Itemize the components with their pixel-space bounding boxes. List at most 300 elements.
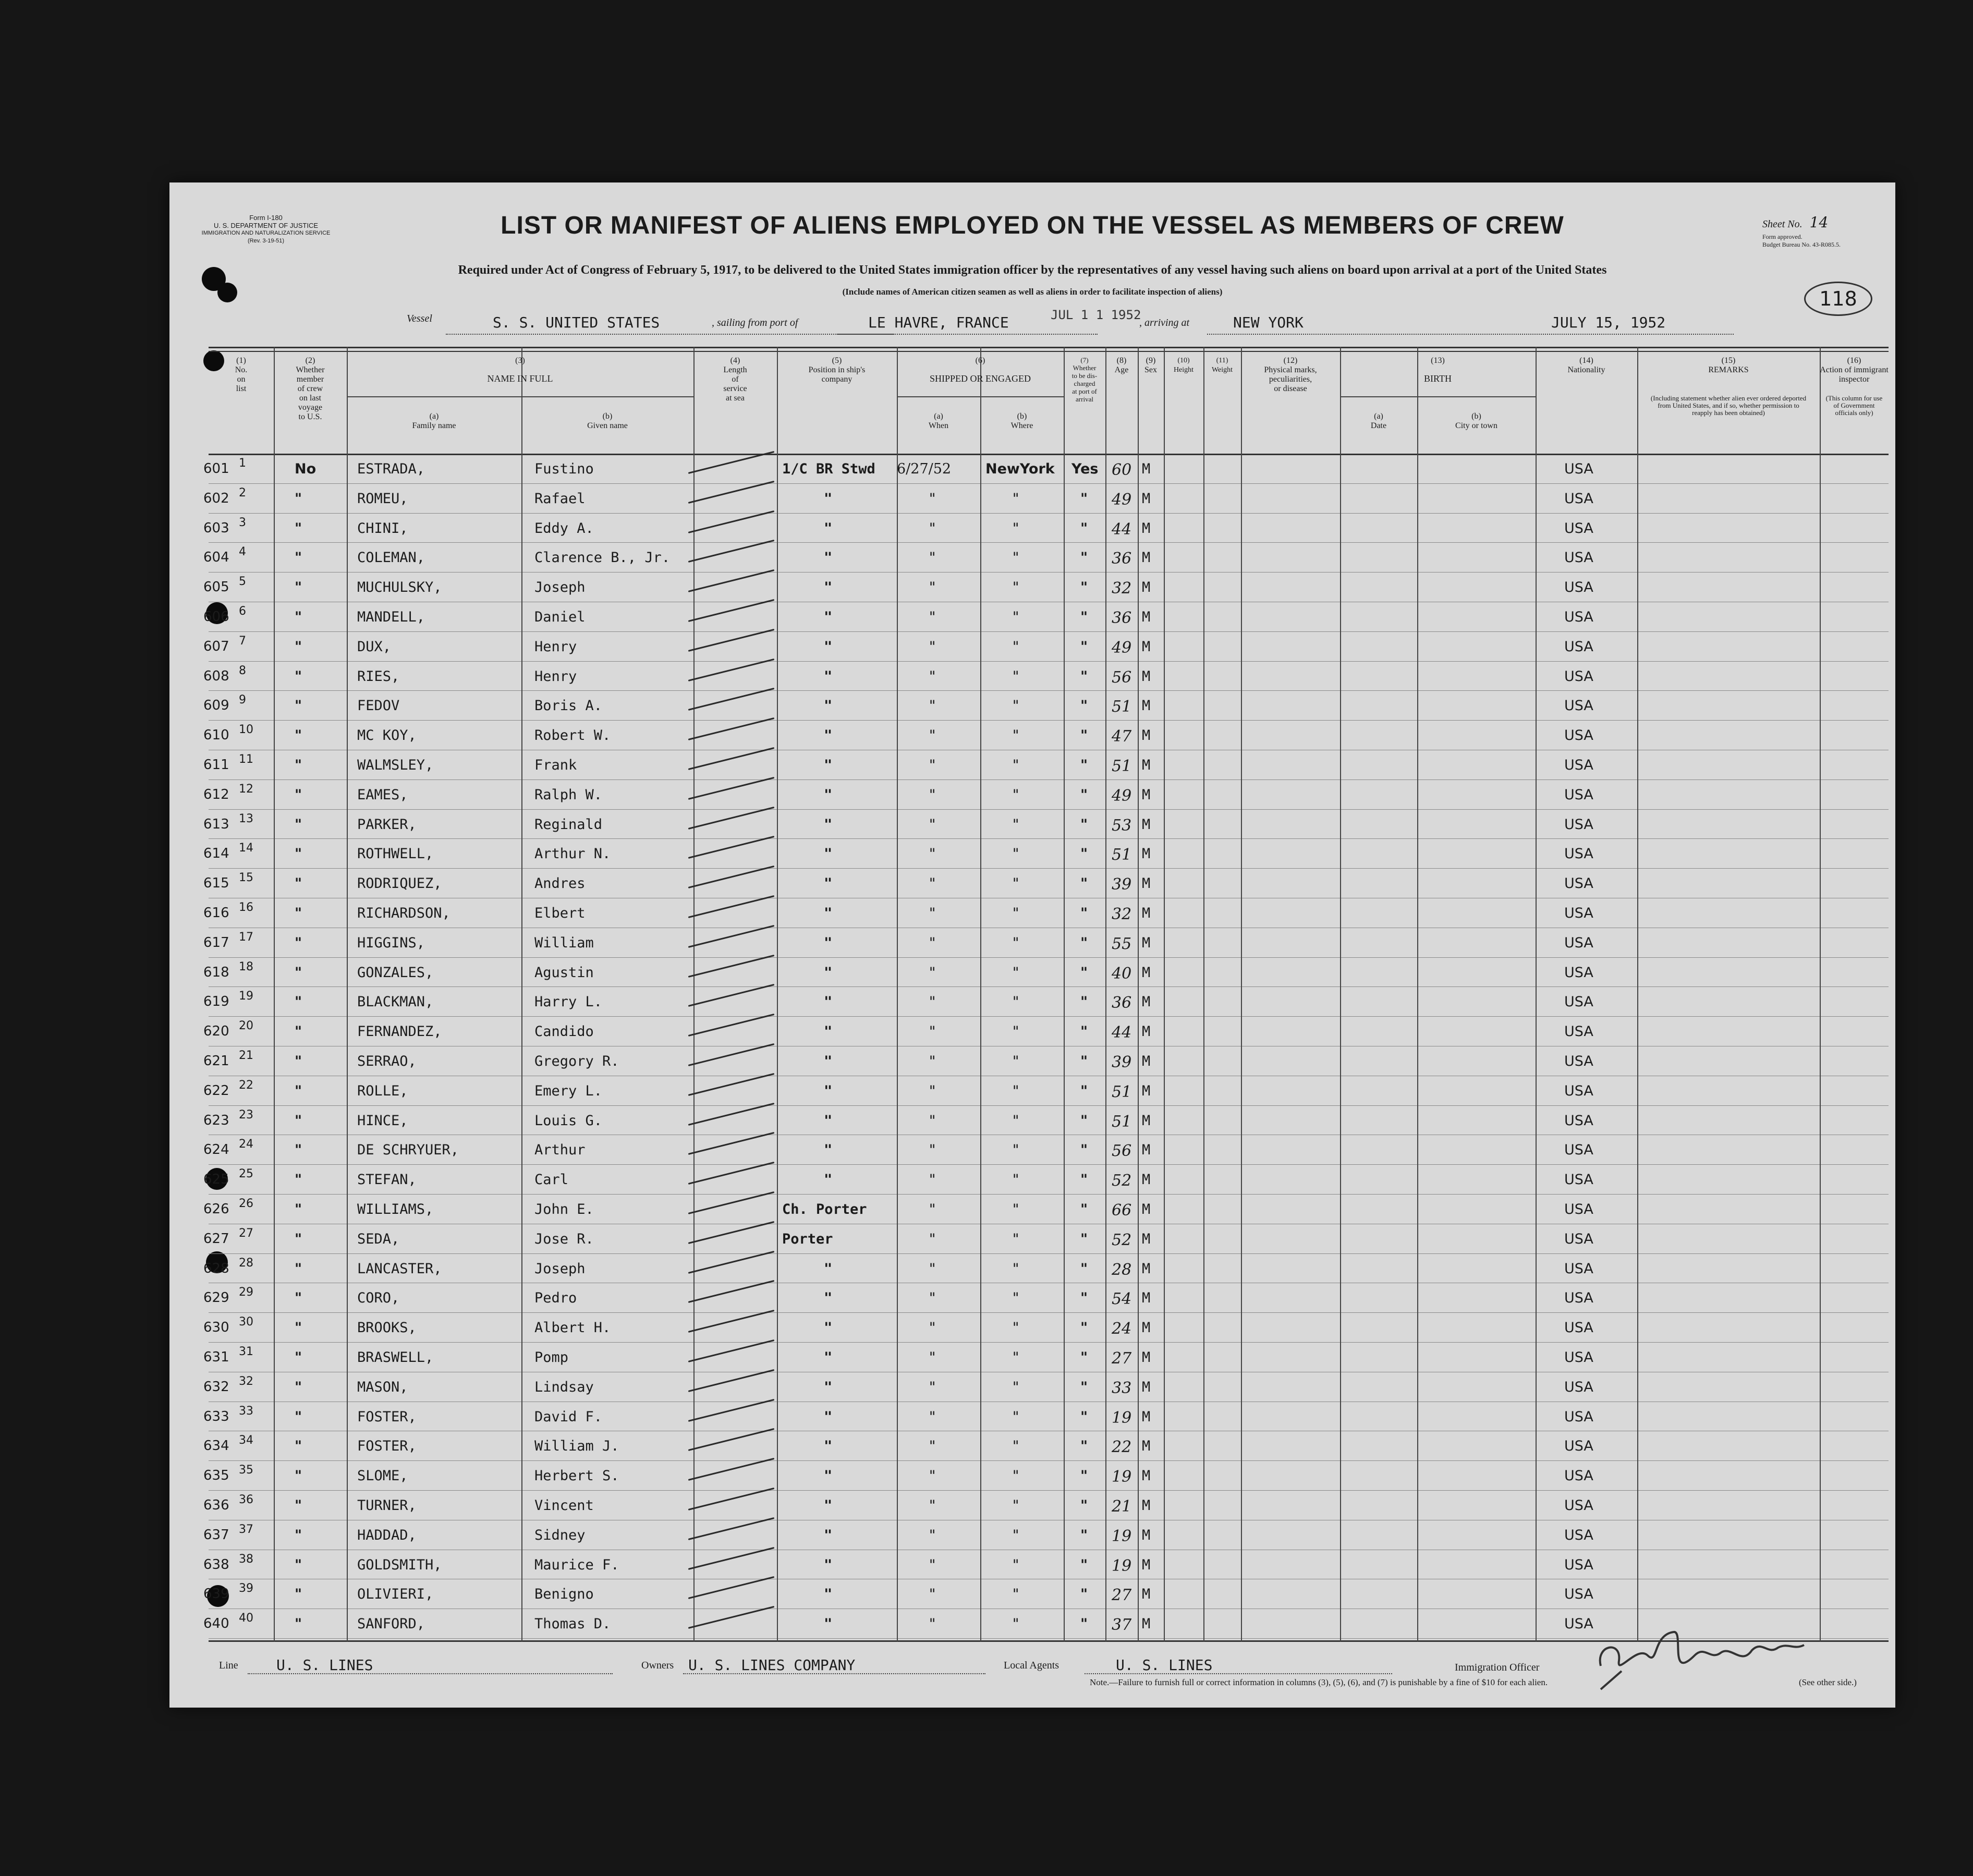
row-given-name: Pedro bbox=[534, 1290, 577, 1307]
col-remarks-header: (15) REMARKS bbox=[1708, 356, 1749, 374]
row-last-voyage: " bbox=[295, 816, 302, 833]
row-number: 15 bbox=[239, 871, 253, 885]
row-last-voyage: " bbox=[295, 786, 302, 803]
row-age: 37 bbox=[1112, 1616, 1132, 1635]
column-rule bbox=[1340, 347, 1341, 1641]
row-shipped-when: " bbox=[928, 550, 937, 566]
checkmark bbox=[688, 1103, 775, 1126]
row-shipped-where: " bbox=[1012, 1053, 1020, 1069]
row-serial: 606 bbox=[203, 609, 229, 625]
checkmark bbox=[688, 895, 775, 918]
row-serial: 630 bbox=[203, 1320, 229, 1336]
row-serial: 601 bbox=[203, 461, 229, 477]
vessel-name: S. S. UNITED STATES bbox=[493, 314, 660, 331]
subnote: (Include names of American citizen seamen as well as aliens in order to facilitate inspection of aliens) bbox=[842, 287, 1223, 297]
row-nationality: USA bbox=[1564, 550, 1593, 566]
checkmark bbox=[688, 510, 775, 533]
column-rule bbox=[1637, 347, 1638, 1641]
port-dotline bbox=[837, 334, 1098, 335]
row-family-name: MASON, bbox=[357, 1379, 408, 1395]
row-position: " bbox=[824, 1349, 833, 1366]
row-nationality: USA bbox=[1564, 1172, 1593, 1188]
checkmark bbox=[688, 1606, 775, 1629]
row-shipped-when: " bbox=[928, 668, 937, 685]
row-position: " bbox=[824, 520, 833, 537]
row-position: " bbox=[824, 934, 833, 951]
row-discharged: " bbox=[1080, 1260, 1088, 1277]
row-number: 33 bbox=[239, 1404, 253, 1418]
page-title: LIST OR MANIFEST OF ALIENS EMPLOYED ON THE VESSEL AS MEMBERS OF CREW bbox=[501, 212, 1564, 239]
arriving-label: , arriving at bbox=[1139, 317, 1190, 328]
row-serial: 614 bbox=[203, 846, 229, 862]
row-family-name: OLIVIERI, bbox=[357, 1586, 434, 1603]
col-last-voyage-header: (2) Whether member of crew on last voyage to U.S. bbox=[296, 356, 325, 421]
row-age: 60 bbox=[1112, 461, 1132, 479]
row-nationality: USA bbox=[1564, 668, 1593, 685]
arrival-dotline bbox=[1207, 334, 1734, 335]
subheader-rule bbox=[347, 396, 693, 397]
row-family-name: SANFORD, bbox=[357, 1616, 425, 1633]
row-nationality: USA bbox=[1564, 934, 1593, 951]
row-nationality: USA bbox=[1564, 638, 1593, 655]
row-position: " bbox=[824, 1379, 833, 1395]
col-nationality-header: (14) Nationality bbox=[1567, 356, 1605, 374]
row-age: 32 bbox=[1112, 579, 1132, 598]
checkmark bbox=[688, 747, 775, 770]
row-given-name: Carl bbox=[534, 1172, 569, 1188]
row-shipped-when: " bbox=[928, 1497, 937, 1514]
row-rule bbox=[209, 720, 1889, 721]
table-top-rule bbox=[209, 351, 1889, 352]
checkmark bbox=[688, 1369, 775, 1392]
row-nationality: USA bbox=[1564, 846, 1593, 862]
row-age: 51 bbox=[1112, 698, 1132, 716]
row-shipped-where: " bbox=[1012, 1408, 1020, 1425]
row-given-name: Arthur N. bbox=[534, 846, 611, 862]
row-shipped-when: " bbox=[928, 638, 937, 655]
row-serial: 615 bbox=[203, 875, 229, 892]
row-rule bbox=[209, 513, 1889, 514]
row-number: 29 bbox=[239, 1286, 253, 1299]
row-shipped-where: " bbox=[1012, 490, 1020, 507]
row-age: 52 bbox=[1112, 1172, 1132, 1190]
row-given-name: Candido bbox=[534, 1024, 594, 1040]
form-number: Form I-180 bbox=[249, 214, 283, 222]
row-sex: M bbox=[1142, 816, 1151, 833]
row-last-voyage: " bbox=[295, 1379, 302, 1395]
row-serial: 625 bbox=[203, 1172, 229, 1188]
row-nationality: USA bbox=[1564, 905, 1593, 921]
see-other-side: (See other side.) bbox=[1799, 1677, 1857, 1687]
col-age-header: (8) Age bbox=[1114, 356, 1129, 374]
row-last-voyage: " bbox=[295, 609, 302, 625]
row-last-voyage: " bbox=[295, 905, 302, 921]
col-height-header: (10) Height bbox=[1173, 357, 1194, 374]
row-shipped-where: " bbox=[1012, 638, 1020, 655]
col-discharged-header: (7) Whether to be dis- charged at port of arrival bbox=[1071, 356, 1098, 403]
row-given-name: Albert H. bbox=[534, 1320, 611, 1336]
officer-signature bbox=[1590, 1624, 1809, 1692]
row-number: 5 bbox=[239, 575, 246, 589]
col-where-header: (b) Where bbox=[1010, 412, 1033, 430]
row-shipped-where: " bbox=[1012, 1586, 1020, 1603]
row-shipped-when: " bbox=[928, 698, 937, 714]
vessel-label: Vessel bbox=[407, 313, 432, 324]
row-shipped-when: " bbox=[928, 1556, 937, 1573]
row-given-name: Rafael bbox=[534, 490, 586, 507]
column-rule bbox=[897, 347, 898, 1641]
row-shipped-when: " bbox=[928, 1586, 937, 1603]
row-given-name: Boris A. bbox=[534, 698, 603, 714]
row-sex: M bbox=[1142, 1616, 1151, 1633]
row-number: 37 bbox=[239, 1522, 253, 1536]
row-number: 3 bbox=[239, 516, 246, 529]
row-shipped-when: " bbox=[928, 609, 937, 625]
form-service: IMMIGRATION AND NATURALIZATION SERVICE bbox=[201, 230, 331, 236]
row-nationality: USA bbox=[1564, 1320, 1593, 1336]
row-discharged: " bbox=[1080, 1379, 1088, 1395]
row-family-name: FOSTER, bbox=[357, 1438, 417, 1455]
row-serial: 640 bbox=[203, 1616, 229, 1632]
row-number: 30 bbox=[239, 1315, 253, 1329]
row-rule bbox=[209, 1490, 1889, 1491]
checkmark bbox=[688, 1221, 775, 1244]
row-position: " bbox=[824, 1320, 833, 1336]
row-last-voyage: " bbox=[295, 1616, 302, 1633]
row-last-voyage: " bbox=[295, 1586, 302, 1603]
col-remarks-note: (Including statement whether alien ever ordered deported from United States, and if so, whether permission to reapply has been obtained) bbox=[1650, 394, 1807, 417]
row-family-name: RODRIQUEZ, bbox=[357, 875, 442, 892]
col-no-on-list-header: (1) No. on list bbox=[235, 356, 248, 393]
row-given-name: Lindsay bbox=[534, 1379, 594, 1395]
row-age: 21 bbox=[1112, 1497, 1132, 1516]
column-rule bbox=[1417, 347, 1418, 1641]
row-last-voyage: " bbox=[295, 668, 302, 685]
row-sex: M bbox=[1142, 994, 1151, 1010]
sailing-label: , sailing from port of bbox=[712, 317, 798, 328]
col-name-number: (3) bbox=[515, 356, 525, 365]
row-last-voyage: " bbox=[295, 490, 302, 507]
row-nationality: USA bbox=[1564, 1142, 1593, 1159]
row-shipped-where: " bbox=[1012, 846, 1020, 862]
row-last-voyage: " bbox=[295, 1172, 302, 1188]
checkmark bbox=[688, 1428, 775, 1451]
checkmark bbox=[688, 1310, 775, 1333]
row-serial: 607 bbox=[203, 638, 229, 654]
row-discharged: " bbox=[1080, 1468, 1088, 1484]
row-serial: 631 bbox=[203, 1349, 229, 1365]
row-serial: 633 bbox=[203, 1408, 229, 1424]
row-rule bbox=[209, 483, 1889, 484]
line-value: U. S. LINES bbox=[276, 1656, 373, 1674]
row-number: 2 bbox=[239, 486, 246, 500]
row-number: 12 bbox=[239, 782, 253, 796]
row-position: " bbox=[824, 875, 833, 892]
row-nationality: USA bbox=[1564, 757, 1593, 773]
row-shipped-where: " bbox=[1012, 727, 1020, 744]
row-discharged: " bbox=[1080, 490, 1088, 507]
row-age: 19 bbox=[1112, 1527, 1132, 1545]
manifest-sheet bbox=[169, 182, 1895, 1708]
row-shipped-when: " bbox=[928, 994, 937, 1010]
row-sex: M bbox=[1142, 1408, 1151, 1425]
checkmark bbox=[688, 777, 775, 800]
row-nationality: USA bbox=[1564, 1379, 1593, 1395]
row-shipped-when: " bbox=[928, 1112, 937, 1129]
row-given-name: Pomp bbox=[534, 1349, 569, 1366]
agents-label: Local Agents bbox=[1004, 1660, 1059, 1671]
agents-value: U. S. LINES bbox=[1116, 1656, 1213, 1674]
row-nationality: USA bbox=[1564, 1231, 1593, 1247]
row-number: 24 bbox=[239, 1138, 253, 1151]
row-shipped-when: " bbox=[928, 1527, 937, 1543]
row-discharged: " bbox=[1080, 609, 1088, 625]
row-discharged: " bbox=[1080, 1349, 1088, 1366]
row-number: 32 bbox=[239, 1374, 253, 1388]
row-given-name: Harry L. bbox=[534, 994, 603, 1010]
row-age: 51 bbox=[1112, 1112, 1132, 1131]
col-action-header: (16) Action of immigrant inspector bbox=[1820, 356, 1889, 384]
row-given-name: Herbert S. bbox=[534, 1468, 619, 1484]
column-rule bbox=[274, 347, 275, 1641]
row-number: 17 bbox=[239, 930, 253, 944]
row-serial: 605 bbox=[203, 579, 229, 595]
row-age: 40 bbox=[1112, 964, 1132, 983]
row-family-name: TURNER, bbox=[357, 1497, 417, 1514]
row-serial: 626 bbox=[203, 1201, 229, 1217]
row-last-voyage: " bbox=[295, 1290, 302, 1307]
row-given-name: Henry bbox=[534, 638, 577, 655]
row-family-name: HADDAD, bbox=[357, 1527, 417, 1543]
row-age: 66 bbox=[1112, 1201, 1132, 1220]
row-number: 7 bbox=[239, 634, 246, 648]
row-position: " bbox=[824, 698, 833, 714]
row-nationality: USA bbox=[1564, 964, 1593, 981]
row-family-name: ESTRADA, bbox=[357, 461, 425, 477]
row-shipped-where: " bbox=[1012, 1201, 1020, 1217]
row-age: 19 bbox=[1112, 1408, 1132, 1427]
row-discharged: " bbox=[1080, 905, 1088, 921]
row-shipped-where: " bbox=[1012, 698, 1020, 714]
row-position: " bbox=[824, 668, 833, 685]
row-sex: M bbox=[1142, 1468, 1151, 1484]
col-action-note: (This column for use of Government officials only) bbox=[1825, 394, 1883, 417]
row-discharged: " bbox=[1080, 964, 1088, 981]
row-nationality: USA bbox=[1564, 698, 1593, 714]
row-nationality: USA bbox=[1564, 490, 1593, 507]
col-shipped-number: (6) bbox=[975, 356, 985, 365]
row-given-name: Jose R. bbox=[534, 1231, 594, 1247]
row-shipped-where: " bbox=[1012, 964, 1020, 981]
checkmark bbox=[688, 540, 775, 563]
row-rule bbox=[209, 1342, 1889, 1343]
row-position: " bbox=[824, 905, 833, 921]
row-discharged: " bbox=[1080, 786, 1088, 803]
form-dept: U. S. DEPARTMENT OF JUSTICE bbox=[213, 222, 319, 229]
row-family-name: CHINI, bbox=[357, 520, 408, 537]
row-serial: 638 bbox=[203, 1556, 229, 1573]
row-shipped-when: " bbox=[928, 1201, 937, 1217]
row-shipped-where: " bbox=[1012, 1172, 1020, 1188]
row-shipped-where: " bbox=[1012, 786, 1020, 803]
row-serial: 620 bbox=[203, 1024, 229, 1040]
table-top-rule bbox=[209, 347, 1889, 348]
row-sex: M bbox=[1142, 1201, 1151, 1217]
column-rule bbox=[1536, 347, 1537, 1641]
row-family-name: GOLDSMITH, bbox=[357, 1556, 442, 1573]
row-family-name: EAMES, bbox=[357, 786, 408, 803]
row-discharged: " bbox=[1080, 934, 1088, 951]
row-last-voyage: " bbox=[295, 1438, 302, 1455]
row-number: 28 bbox=[239, 1256, 253, 1270]
row-number: 19 bbox=[239, 990, 253, 1003]
row-given-name: Reginald bbox=[534, 816, 603, 833]
row-sex: M bbox=[1142, 698, 1151, 714]
row-number: 34 bbox=[239, 1434, 253, 1447]
row-discharged: " bbox=[1080, 520, 1088, 537]
row-family-name: GONZALES, bbox=[357, 964, 434, 981]
row-shipped-where: " bbox=[1012, 520, 1020, 537]
sheet-number: 14 bbox=[1809, 214, 1829, 231]
row-discharged: " bbox=[1080, 1112, 1088, 1129]
row-shipped-when: " bbox=[928, 1290, 937, 1307]
row-number: 11 bbox=[239, 753, 253, 766]
row-shipped-where: " bbox=[1012, 1468, 1020, 1484]
arrival-port: NEW YORK bbox=[1233, 314, 1304, 331]
row-family-name: RICHARDSON, bbox=[357, 905, 450, 921]
row-sex: M bbox=[1142, 786, 1151, 803]
row-last-voyage: " bbox=[295, 1468, 302, 1484]
row-shipped-when: " bbox=[928, 579, 937, 596]
row-family-name: FERNANDEZ, bbox=[357, 1024, 442, 1040]
column-rule bbox=[1164, 347, 1165, 1641]
row-serial: 618 bbox=[203, 964, 229, 980]
row-nationality: USA bbox=[1564, 1586, 1593, 1603]
row-discharged: " bbox=[1080, 816, 1088, 833]
row-last-voyage: " bbox=[295, 875, 302, 892]
row-discharged: " bbox=[1080, 875, 1088, 892]
row-rule bbox=[209, 631, 1889, 632]
row-rule bbox=[209, 1164, 1889, 1165]
row-given-name: Emery L. bbox=[534, 1082, 603, 1099]
row-shipped-where: NewYork bbox=[985, 461, 1055, 477]
row-discharged: " bbox=[1080, 698, 1088, 714]
row-serial: 609 bbox=[203, 698, 229, 714]
row-age: 49 bbox=[1112, 638, 1132, 657]
row-last-voyage: " bbox=[295, 1260, 302, 1277]
row-serial: 608 bbox=[203, 668, 229, 684]
row-last-voyage: " bbox=[295, 1349, 302, 1366]
row-sex: M bbox=[1142, 1349, 1151, 1366]
row-serial: 629 bbox=[203, 1290, 229, 1306]
row-position: 1/C BR Stwd bbox=[782, 461, 875, 477]
row-sex: M bbox=[1142, 905, 1151, 921]
row-family-name: SLOME, bbox=[357, 1468, 408, 1484]
row-shipped-when: " bbox=[928, 1172, 937, 1188]
row-shipped-when: " bbox=[928, 905, 937, 921]
row-position: " bbox=[824, 786, 833, 803]
column-rule bbox=[1820, 347, 1821, 1641]
row-shipped-where: " bbox=[1012, 550, 1020, 566]
row-given-name: Robert W. bbox=[534, 727, 611, 744]
row-family-name: DUX, bbox=[357, 638, 392, 655]
row-position: " bbox=[824, 757, 833, 773]
checkmark bbox=[688, 1399, 775, 1422]
row-nationality: USA bbox=[1564, 1024, 1593, 1040]
row-shipped-when: " bbox=[928, 1468, 937, 1484]
row-given-name: Fustino bbox=[534, 461, 594, 477]
checkmark bbox=[688, 984, 775, 1007]
owners-dotline bbox=[683, 1673, 985, 1674]
row-family-name: MUCHULSKY, bbox=[357, 579, 442, 596]
row-position: " bbox=[824, 1586, 833, 1603]
row-number: 21 bbox=[239, 1049, 253, 1062]
arrival-date: JULY 15, 1952 bbox=[1551, 314, 1666, 331]
row-discharged: " bbox=[1080, 1438, 1088, 1455]
row-given-name: Joseph bbox=[534, 579, 586, 596]
row-discharged: " bbox=[1080, 550, 1088, 566]
row-shipped-when: " bbox=[928, 846, 937, 862]
row-serial: 632 bbox=[203, 1379, 229, 1395]
agents-dotline bbox=[1085, 1673, 1392, 1674]
row-position: Porter bbox=[782, 1231, 833, 1247]
row-nationality: USA bbox=[1564, 816, 1593, 833]
col-physical-marks-header: (12) Physical marks, peculiarities, or disease bbox=[1264, 356, 1317, 393]
row-last-voyage: " bbox=[295, 638, 302, 655]
row-given-name: Ralph W. bbox=[534, 786, 603, 803]
row-age: 44 bbox=[1112, 1024, 1132, 1042]
row-shipped-where: " bbox=[1012, 579, 1020, 596]
row-discharged: " bbox=[1080, 579, 1088, 596]
row-age: 49 bbox=[1112, 786, 1132, 805]
row-nationality: USA bbox=[1564, 1290, 1593, 1307]
row-discharged: " bbox=[1080, 668, 1088, 685]
row-given-name: Joseph bbox=[534, 1260, 586, 1277]
row-shipped-where: " bbox=[1012, 1438, 1020, 1455]
row-last-voyage: " bbox=[295, 1556, 302, 1573]
row-age: 47 bbox=[1112, 727, 1132, 746]
row-family-name: ROLLE, bbox=[357, 1082, 408, 1099]
row-age: 55 bbox=[1112, 934, 1132, 953]
row-number: 16 bbox=[239, 901, 253, 914]
row-age: 51 bbox=[1112, 1082, 1132, 1101]
row-position: " bbox=[824, 609, 833, 625]
row-family-name: ROTHWELL, bbox=[357, 846, 434, 862]
column-rule bbox=[1203, 347, 1204, 1641]
row-shipped-where: " bbox=[1012, 1112, 1020, 1129]
row-shipped-when: " bbox=[928, 1408, 937, 1425]
row-number: 1 bbox=[239, 457, 246, 470]
row-rule bbox=[209, 838, 1889, 839]
row-serial: 610 bbox=[203, 727, 229, 744]
row-age: 33 bbox=[1112, 1379, 1132, 1397]
row-shipped-where: " bbox=[1012, 875, 1020, 892]
row-given-name: William bbox=[534, 934, 594, 951]
checkmark bbox=[688, 836, 775, 859]
row-position: " bbox=[824, 1024, 833, 1040]
row-position: " bbox=[824, 1438, 833, 1455]
row-serial: 622 bbox=[203, 1082, 229, 1099]
row-sex: M bbox=[1142, 668, 1151, 685]
row-discharged: " bbox=[1080, 994, 1088, 1010]
row-rule bbox=[209, 957, 1889, 958]
row-given-name: Frank bbox=[534, 757, 577, 773]
row-nationality: USA bbox=[1564, 520, 1593, 537]
row-shipped-where: " bbox=[1012, 609, 1020, 625]
row-family-name: BLACKMAN, bbox=[357, 994, 434, 1010]
row-shipped-when: " bbox=[928, 934, 937, 951]
row-sex: M bbox=[1142, 1586, 1151, 1603]
